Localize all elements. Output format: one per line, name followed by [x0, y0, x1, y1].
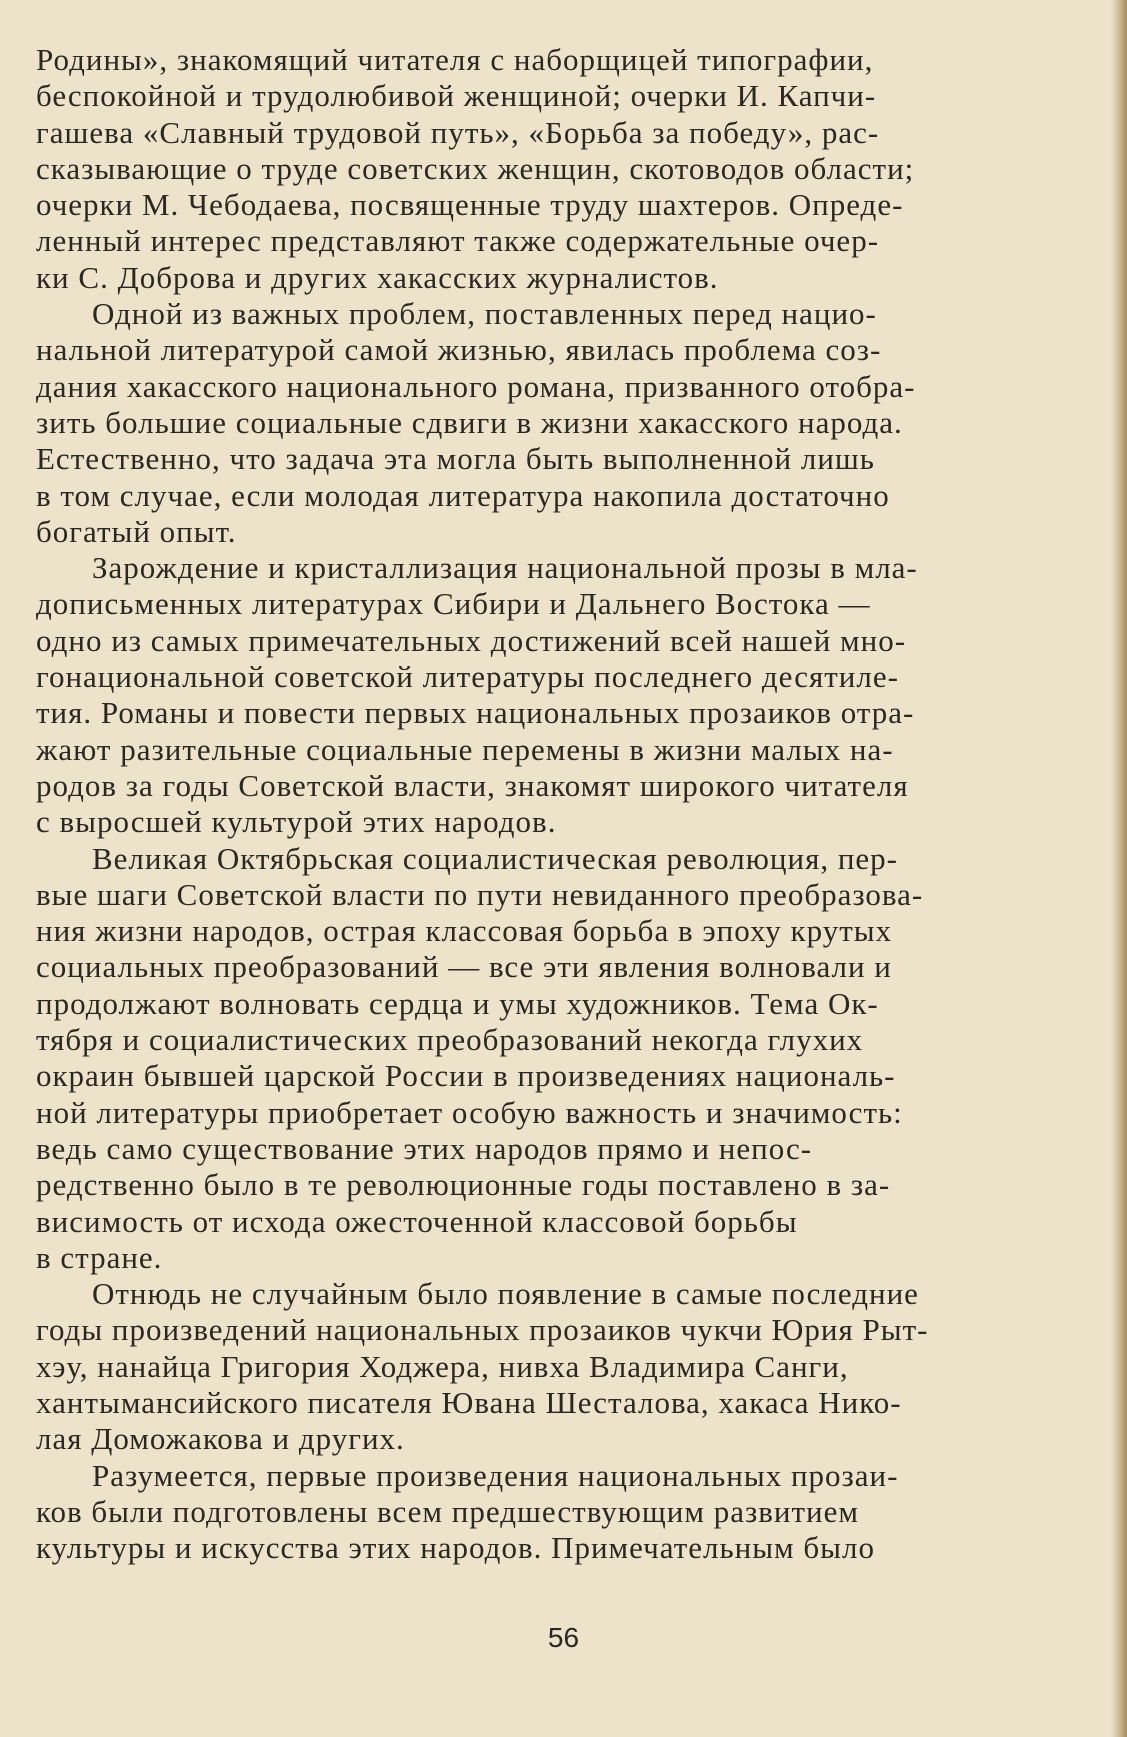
text-line: Великая Октябрьская социалистическая революция, пер- [92, 840, 899, 876]
text-line: тября и социалистических преобразований некогда глухих [36, 1022, 864, 1058]
text-line: ной литературы приобретает особую важность и значимость: [36, 1094, 903, 1130]
text-line: Зарождение и кристаллизация национальной прозы в мла- [92, 550, 918, 586]
text-line: ведь само существование этих народов прямо и непос- [36, 1130, 813, 1166]
text-line: годы произведений национальных прозаиков чукчи Юрия Рыт- [36, 1312, 929, 1348]
text-line: продолжают волновать сердца и умы художников. Тема Ок- [36, 985, 879, 1021]
text-line: очерки М. Чебодаева, посвященные труду шахтеров. Опреде- [36, 187, 904, 223]
text-line: с выросшей культурой этих народов. [36, 804, 557, 840]
text-line: висимость от исхода ожесточенной классовой борьбы [36, 1203, 798, 1239]
text-line: в том случае, если молодая литература накопила достаточно [36, 477, 890, 513]
text-line: культуры и искусства этих народов. Примечательным было [36, 1530, 875, 1566]
text-line: хэу, нанайца Григория Ходжера, нивха Владимира Санги, [36, 1348, 849, 1384]
text-line: Одной из важных проблем, поставленных перед нацио- [92, 296, 877, 332]
text-line: гашева «Славный трудовой путь», «Борьба за победу», рас- [36, 114, 880, 150]
text-line: ков были подготовлены всем предшествующим развитием [36, 1493, 860, 1529]
text-line: родов за годы Советской власти, знакомят широкого читателя [36, 767, 909, 803]
page-number: 56 [547, 1622, 580, 1653]
text-line: вые шаги Советской власти по пути невиданного преобразова- [36, 876, 924, 912]
text-line: зить большие социальные сдвиги в жизни хакасского народа. [36, 404, 903, 440]
text-line: лая Доможакова и других. [36, 1421, 405, 1457]
text-line: окраин бывшей царской России в произведениях националь- [36, 1058, 896, 1094]
body-text [36, 42, 1094, 1566]
text-line: ния жизни народов, острая классовая борьба в эпоху крутых [36, 913, 893, 949]
text-line: богатый опыт. [36, 513, 237, 549]
text-line: ленный интерес представляют также содержательные очер- [36, 223, 880, 259]
text-line: Разумеется, первые произведения национальных прозаи- [92, 1457, 899, 1493]
text-line: ки С. Доброва и других хакасских журналистов. [36, 259, 719, 295]
text-line: Естественно, что задача эта могла быть выполненной лишь [36, 441, 875, 477]
text-line: беспокойной и трудолюбивой женщиной; очерки И. Капчи- [36, 78, 877, 114]
text-line: сказывающие о труде советских женщин, скотоводов области; [36, 150, 915, 186]
text-line: гонациональной советской литературы последнего десятиле- [36, 659, 899, 695]
text-line: жают разительные социальные перемены в жизни малых на- [36, 731, 894, 767]
text-line: редственно было в те революционные годы поставлено в за- [36, 1167, 891, 1203]
text-line: нальной литературой самой жизнью, явилась проблема соз- [36, 332, 882, 368]
text-line: хантымансийского писателя Ювана Шесталова, хакаса Нико- [36, 1384, 902, 1420]
text-line: тия. Романы и повести первых национальных прозаиков отра- [36, 695, 915, 731]
text-line: Отнюдь не случайным было появление в самые последние [92, 1276, 919, 1312]
text-line: в стране. [36, 1239, 163, 1275]
text-line: дописьменных литературах Сибири и Дальнего Востока — [36, 586, 871, 622]
text-line: дания хакасского национального романа, призванного отобра- [36, 368, 916, 404]
text-line: Родины», знакомящий читателя с наборщицей типографии, [36, 42, 874, 77]
text-line: социальных преобразований — все эти явления волновали и [36, 949, 892, 985]
text-line: одно из самых примечательных достижений всей нашей мно- [36, 622, 907, 658]
page-spine-shadow [1111, 0, 1127, 1737]
